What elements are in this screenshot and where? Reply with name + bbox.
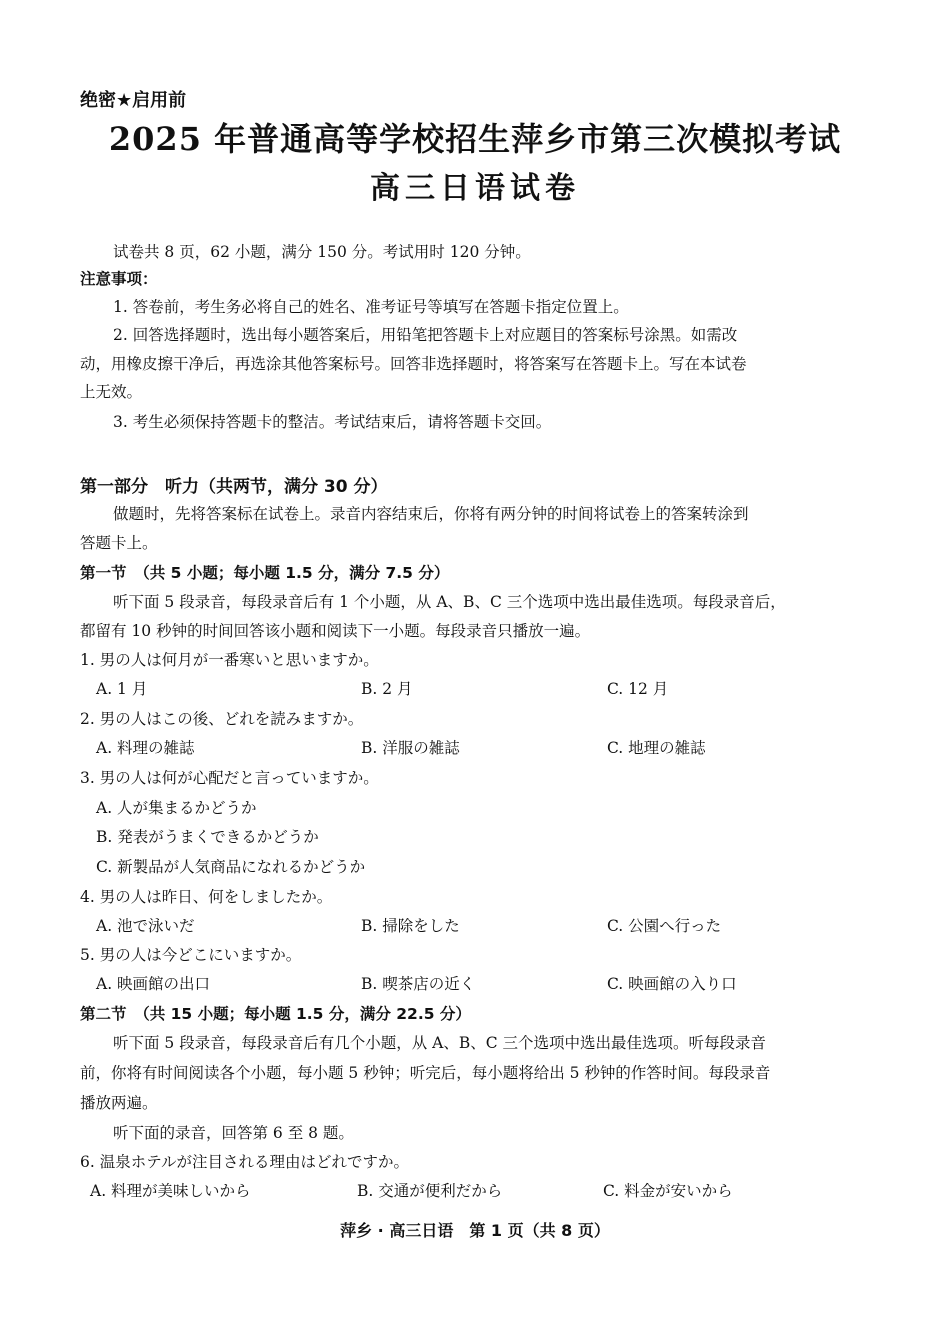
q4-option-c: C. 公園へ行った: [607, 917, 722, 935]
question-4: 4. 男の人は昨日、何をしましたか。: [80, 888, 333, 906]
exam-title: 2025 年普通高等学校招生萍乡市第三次模拟考试: [108, 120, 842, 158]
q2-option-c: C. 地理の雑誌: [607, 739, 706, 757]
section2-desc-line-2: 前，你将有时间阅读各个小题，每小题 5 秒钟；听完后，每小题将给出 5 秒钟的作答时间。每段录音: [80, 1064, 771, 1082]
q1-option-a: A. 1 月: [96, 680, 148, 698]
confidential-label: 绝密★启用前: [80, 90, 187, 111]
q1-option-c: C. 12 月: [607, 680, 669, 698]
q4-option-b: B. 掃除をした: [361, 917, 460, 935]
section2-title: 第二节 （共 15 小题；每小题 1.5 分，满分 22.5 分）: [80, 1005, 471, 1023]
q6-option-c: C. 料金が安いから: [603, 1182, 733, 1200]
q5-option-c: C. 映画館の入り口: [607, 975, 737, 993]
note-3: 3. 考生必须保持答题卡的整洁。考试结束后，请将答题卡交回。: [113, 413, 552, 431]
question-6: 6. 温泉ホテルが注目される理由はどれですか。: [80, 1153, 409, 1171]
note-2-line-2: 动，用橡皮擦干净后，再选涂其他答案标号。回答非选择题时，将答案写在答题卡上。写在本试卷: [80, 355, 747, 373]
question-5: 5. 男の人は今どこにいますか。: [80, 946, 302, 964]
q4-option-a: A. 池で泳いだ: [96, 917, 195, 935]
q5-option-b: B. 喫茶店の近く: [361, 975, 476, 993]
section1-title: 第一节 （共 5 小题；每小题 1.5 分，满分 7.5 分）: [80, 564, 450, 582]
q3-option-a: A. 人が集まるかどうか: [96, 799, 257, 817]
part1-desc-line-1: 做题时，先将答案标在试卷上。录音内容结束后，你将有两分钟的时间将试卷上的答案转涂到: [113, 505, 749, 523]
q6-option-a: A. 料理が美味しいから: [90, 1182, 251, 1200]
note-1: 1. 答卷前，考生务必将自己的姓名、准考证号等填写在答题卡指定位置上。: [113, 298, 629, 316]
notes-title: 注意事项：: [80, 270, 158, 288]
q1-option-b: B. 2 月: [361, 680, 413, 698]
exam-intro: 试卷共 8 页，62 小题，满分 150 分。考试用时 120 分钟。: [113, 243, 531, 261]
section2-desc-line-3: 播放两遍。: [80, 1094, 158, 1112]
note-2-line-1: 2. 回答选择题时，选出每小题答案后，用铅笔把答题卡上对应题目的答案标号涂黑。如需改: [113, 326, 738, 344]
q2-option-a: A. 料理の雑誌: [96, 739, 195, 757]
q3-option-b: B. 発表がうまくできるかどうか: [96, 828, 319, 846]
page-footer: 萍乡 · 高三日语 第 1 页（共 8 页）: [340, 1221, 610, 1240]
q3-option-c: C. 新製品が人気商品になれるかどうか: [96, 858, 366, 876]
note-2-line-3: 上无效。: [80, 383, 143, 401]
q5-option-a: A. 映画館の出口: [96, 975, 211, 993]
q2-option-b: B. 洋服の雑誌: [361, 739, 460, 757]
part1-title: 第一部分 听力（共两节，满分 30 分）: [80, 477, 388, 497]
section2-instruction: 听下面的录音，回答第 6 至 8 题。: [113, 1124, 354, 1142]
question-2: 2. 男の人はこの後、どれを読みますか。: [80, 710, 364, 728]
exam-subtitle: 高三日语试卷: [370, 171, 580, 206]
section1-desc-line-2: 都留有 10 秒钟的时间回答该小题和阅读下一小题。每段录音只播放一遍。: [80, 622, 591, 640]
question-1: 1. 男の人は何月が一番寒いと思いますか。: [80, 651, 379, 669]
part1-desc-line-2: 答题卡上。: [80, 534, 158, 552]
section1-desc-line-1: 听下面 5 段录音，每段录音后有 1 个小题，从 A、B、C 三个选项中选出最佳选项。每段录音后，: [113, 593, 786, 611]
q6-option-b: B. 交通が便利だから: [357, 1182, 503, 1200]
section2-desc-line-1: 听下面 5 段录音，每段录音后有几个小题，从 A、B、C 三个选项中选出最佳选项。听每段录音: [113, 1034, 767, 1052]
question-3: 3. 男の人は何が心配だと言っていますか。: [80, 769, 379, 787]
